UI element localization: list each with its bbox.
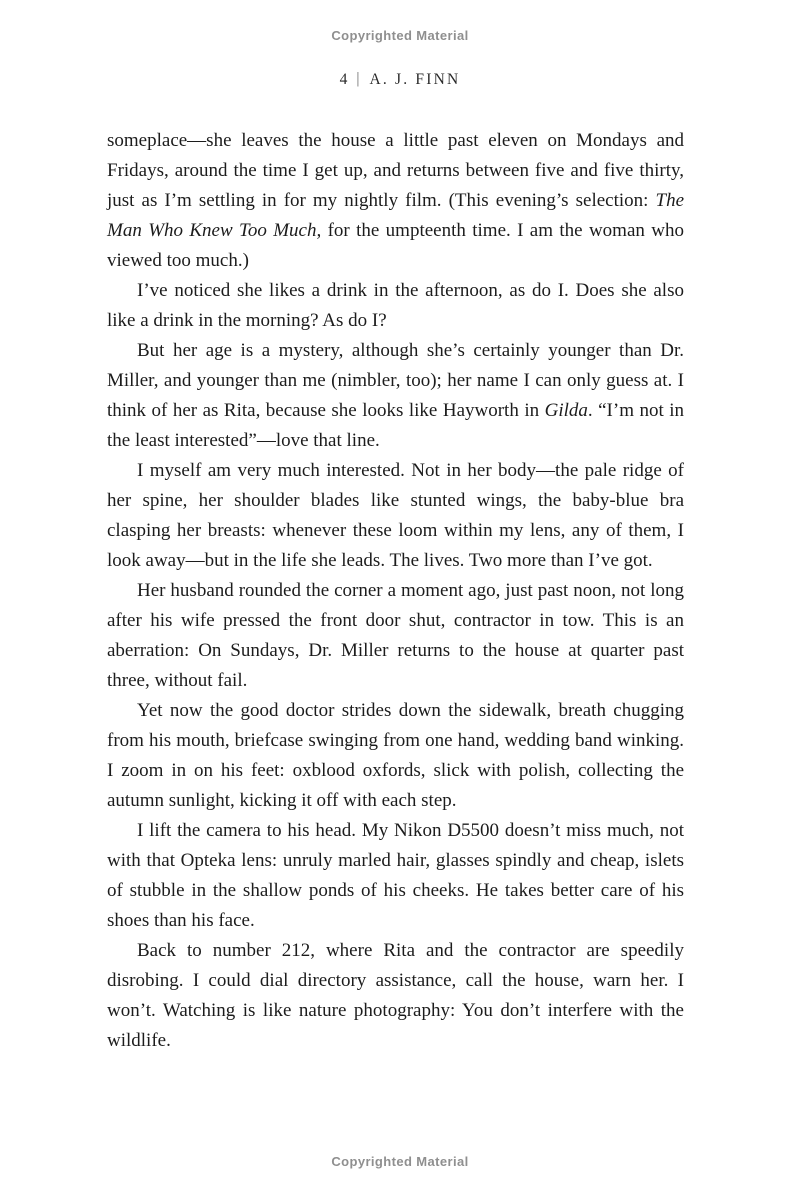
text-run: someplace—she leaves the house a little past eleven on Mondays and Fridays, around the time I get up, and returns between five and five thirty, just as I’m settling in for my nightly film. (This evening’s selection: — [107, 130, 684, 211]
text-run: I lift the camera to his head. My Nikon D5500 doesn’t miss much, not with that Opteka lens: unruly marled hair, glasses spindly and cheap, islets of stubble in the shallow ponds of his cheeks. He takes better care of his shoes than his face. — [107, 820, 684, 931]
text-run: I myself am very much interested. Not in her body—the pale ridge of her spine, her shoulder blades like stunted wings, the baby-blue bra clasping her breasts: whenever these loom within my lens, any of them, I look away—but in the life she leads. The lives. Two more than I’ve got. — [107, 460, 684, 571]
paragraph — [107, 696, 684, 816]
paragraph — [107, 126, 684, 276]
italic-text-run: The Man Who Knew Too Much, — [107, 190, 684, 241]
text-run: But her age is a mystery, although she’s certainly younger than Dr. Miller, and younger than me (nimbler, too); her name I can only guess at. I think of her as Rita, because she looks like Hayworth in — [107, 340, 684, 421]
text-run: I’ve noticed she likes a drink in the afternoon, as do I. Does she also like a drink in the morning? As do I? — [107, 280, 684, 331]
paragraph — [107, 936, 684, 1056]
page-header — [0, 71, 800, 89]
header-separator: | — [356, 70, 361, 87]
text-run: . “I’m not in the least interested”—love that line. — [107, 400, 684, 451]
italic-text-run: Gilda — [544, 400, 588, 421]
paragraph — [107, 336, 684, 456]
text-run: Back to number 212, where Rita and the contractor are speedily disrobing. I could dial directory assistance, call the house, warn her. I won’t. Watching is like nature photography: You don’t interfere with the wildlife. — [107, 940, 684, 1051]
copyright-notice-bottom: Copyrighted Material — [331, 1154, 469, 1169]
page-body — [107, 126, 684, 1056]
author-name: A. J. FINN — [369, 71, 461, 88]
paragraph — [107, 576, 684, 696]
text-run: for the umpteenth time. I am the woman who viewed too much.) — [107, 220, 684, 271]
paragraph — [107, 456, 684, 576]
text-run: Her husband rounded the corner a moment ago, just past noon, not long after his wife pressed the front door shut, contractor in tow. This is an aberration: On Sundays, Dr. Miller returns to the house at quarter past three, without fail. — [107, 580, 684, 691]
page-number: 4 — [339, 71, 348, 88]
paragraph — [107, 816, 684, 936]
text-run: Yet now the good doctor strides down the sidewalk, breath chugging from his mouth, briefcase swinging from one hand, wedding band winking. I zoom in on his feet: oxblood oxfords, slick with polish, collecting the autumn sunlight, kicking it off with each step. — [107, 700, 684, 811]
paragraph — [107, 276, 684, 336]
copyright-notice-top: Copyrighted Material — [331, 28, 469, 43]
